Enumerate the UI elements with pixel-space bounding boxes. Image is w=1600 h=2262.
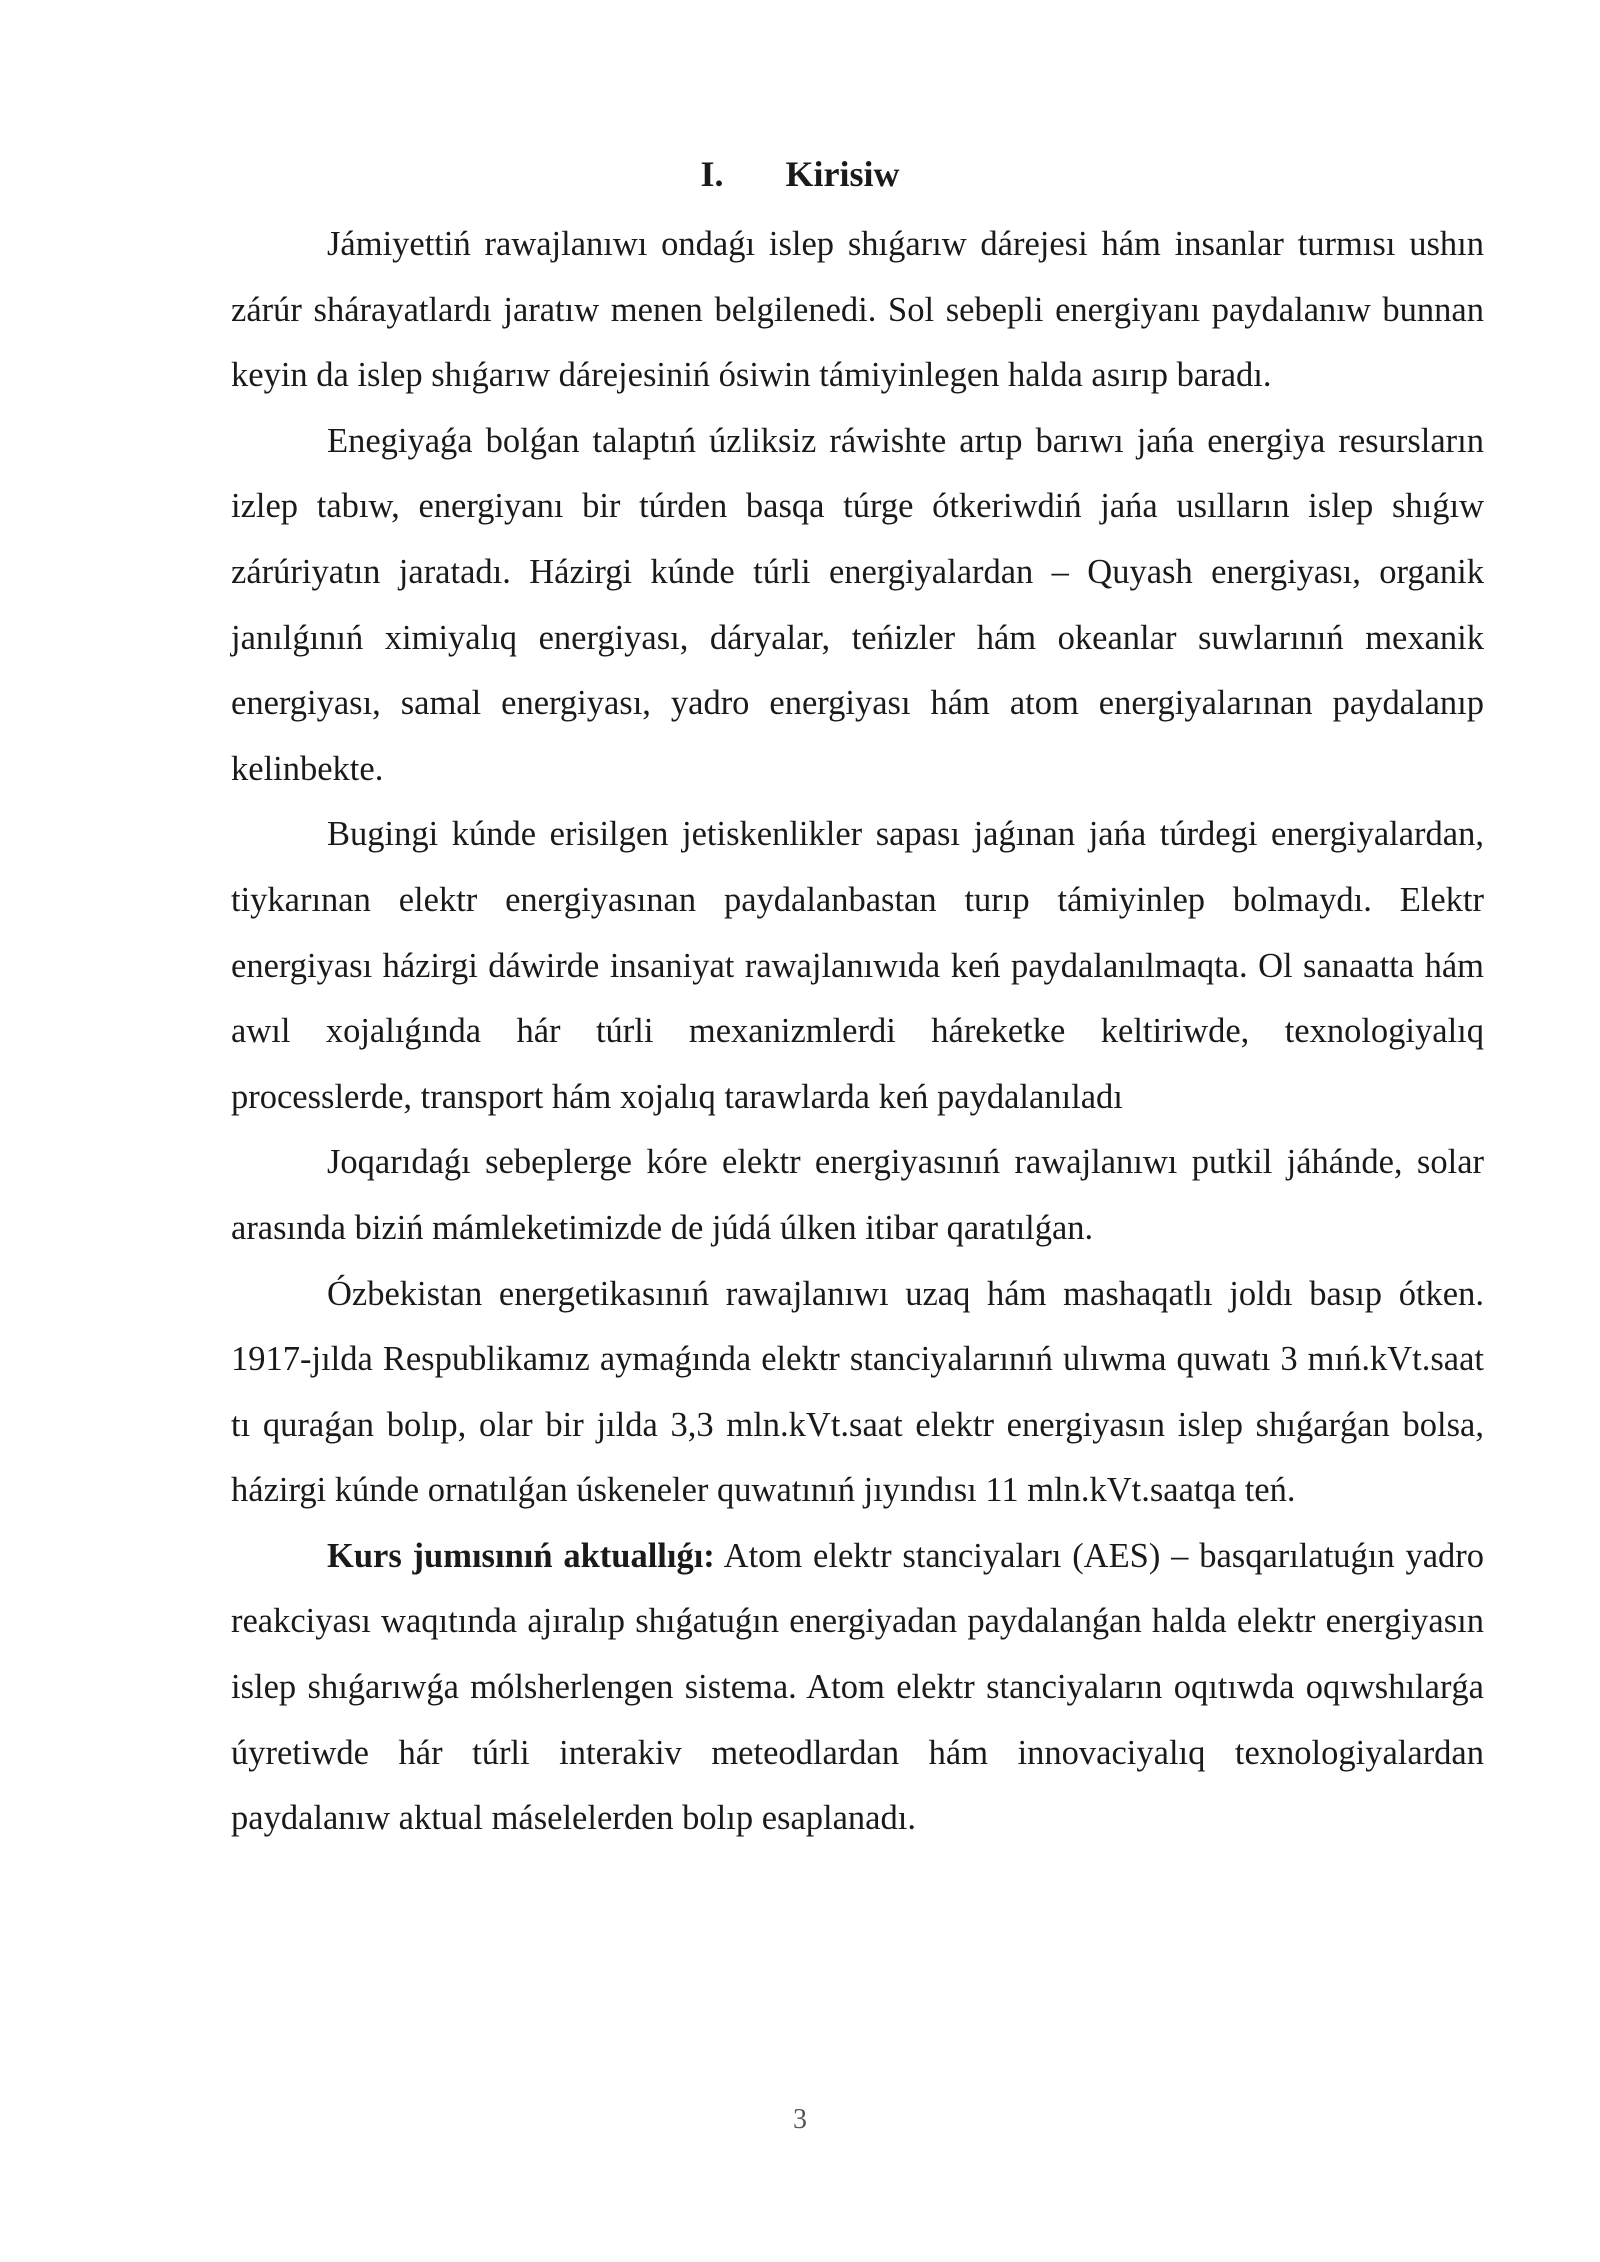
section-number: I.	[700, 154, 724, 194]
paragraph: Joqarıdaǵı sebeplerge kóre elektr energiyasınıń rawajlanıwı putkil jáhánde, solar arasında biziń mámleketimizde de júdá úlken itibar qaratılǵan.	[231, 1143, 1484, 1247]
paragraph-text: Atom elektr stanciyaları (AES) – basqarılatuǵın yadro reakciyası waqıtında ajıralıp shıǵatuǵın energiyadan paydalanǵan halda elektr energiyasın islep shıǵarıwǵa mólsherlengen sistema. Atom elektr stanciyaların oqıtıwda oqıwshılarǵa úyretiwde hár túrli interakiv meteodlardan hám innovaciyalıq texnologiyalardan paydalanıw aktual máselelerden bolıp esaplanadı.	[231, 1536, 1484, 1838]
page-number: 3	[793, 2104, 807, 2135]
section-heading	[0, 150, 1600, 198]
section-title: Kirisiw	[785, 154, 900, 194]
document-body	[231, 212, 1484, 1852]
paragraph: Bugingi kúnde erisilgen jetiskenlikler sapası jaǵınan jańa túrdegi energiyalardan, tiykarınan elektr energiyasınan paydalanbastan turıp támiyinlep bolmaydı. Elektr energiyası házirgi dáwirde insaniyat rawajlanıwıda keń paydalanılmaqta. Ol sanaatta hám awıl xojalıǵında hár túrli mexanizmlerdi háreketke keltiriwde, texnologiyalıq processlerde, transport hám xojalıq tarawlarda keń paydalanıladı	[231, 815, 1484, 1116]
paragraph: Enegiyaǵa bolǵan talaptıń úzliksiz ráwishte artıp barıwı jańa energiya resursların izlep tabıw, energiyanı bir túrden basqa túrge ótkeriwdiń jańa usılların islep shıǵıw zárúriyatın jaratadı. Házirgi kúnde túrli energiyalardan – Quyash energiyası, organik janılǵınıń ximiyalıq energiyası, dáryalar, teńizler hám okeanlar suwlarınıń mexanik energiyası, samal energiyası, yadro energiyası hám atom energiyalarınan paydalanıp kelinbekte.	[231, 421, 1484, 788]
paragraph: Ózbekistan energetikasınıń rawajlanıwı uzaq hám mashaqatlı joldı basıp ótken. 1917-jılda Respublikamız aymaǵında elektr stanciyalarınıń ulıwma quwatı 3 mıń.kVt.saat tı quraǵan bolıp, olar bir jılda 3,3 mln.kVt.saat elektr energiyasın islep shıǵarǵan bolsa, házirgi kúnde ornatılǵan úskeneler quwatınıń jıyındısı 11 mln.kVt.saatqa teń.	[231, 1274, 1484, 1510]
paragraph-bold-lead: Kurs jumısınıń aktuallıǵı:	[327, 1536, 715, 1575]
paragraph: Jámiyettiń rawajlanıwı ondaǵı islep shıǵarıw dárejesi hám insanlar turmısı ushın zárúr shárayatlardı jaratıw menen belgilenedi. Sol sebepli energiyanı paydalanıw bunnan keyin da islep shıǵarıw dárejesiniń ósiwin támiyinlegen halda asırıp baradı.	[231, 225, 1484, 395]
paragraph	[231, 1524, 1484, 1852]
